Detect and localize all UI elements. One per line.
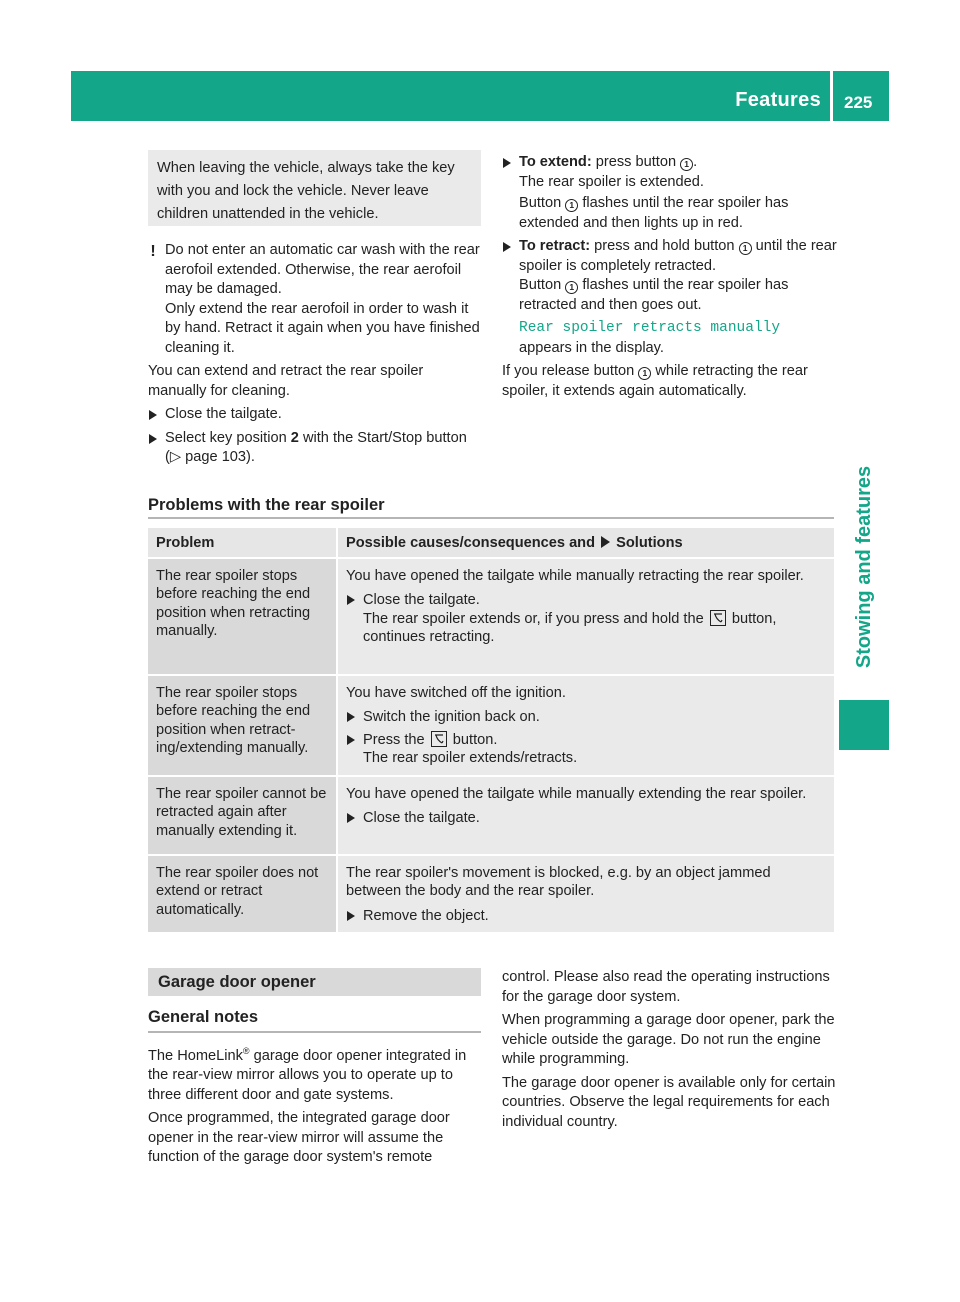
page-ref-icon: ▷ (169, 449, 182, 465)
bullet-arrow-icon (503, 242, 511, 252)
caution-line-2: Only extend the rear aerofoil in order to wash it by hand. Retract it again when you have finished cleaning it. (165, 300, 480, 356)
chapter-marker (839, 700, 889, 750)
table-row (148, 676, 834, 777)
solution-cell: You have switched off the ignition. Switch the ignition back on. Press the button. The rear spoiler extends/retracts. (338, 676, 834, 775)
solution-cell: The rear spoiler's movement is blocked, e.g. by an object jammed between the body and the rear spoiler. Remove the object. (338, 856, 834, 932)
problem-cell: The rear spoiler does not extend or retract automatically. (148, 856, 336, 932)
bullet-arrow-icon (347, 595, 355, 605)
section-rule (148, 517, 834, 519)
table-row (148, 856, 834, 934)
registered-mark: ® (242, 1046, 250, 1056)
step-retract: To retract: press and hold button 1 until the rear spoiler is completely retracted. Button 1 flashes until the rear spoiler has retracted and then goes out. Rear spoiler retracts manually appears in the display. (502, 237, 837, 358)
garage-door-opener-heading: Garage door opener (148, 968, 481, 996)
header-solutions: Possible causes/consequences and Solutions (338, 528, 834, 557)
problems-table (148, 528, 834, 934)
caution-note (148, 241, 481, 358)
right-column (502, 153, 837, 405)
warning-box (148, 150, 481, 226)
garage-left-text: The HomeLink® garage door opener integrated in the rear-view mirror allows you to operate up to three different door and gate systems. Once programmed, the integrated garage door opener in the rear-view mirror will assume the function of the garage door system's remote (148, 1046, 467, 1166)
solutions-arrow-icon (601, 536, 610, 548)
button-1-icon: 1 (565, 281, 578, 294)
button-1-icon: 1 (680, 158, 693, 171)
section-title: Features (735, 89, 821, 111)
problem-cell: The rear spoiler stops before reaching the end position when retracting manually. (148, 559, 336, 674)
problem-cell: The rear spoiler stops before reaching the end position when retract-ing/extending manually. (148, 676, 336, 775)
solution-cell: You have opened the tailgate while manually retracting the rear spoiler. Close the tailgate. The rear spoiler extends or, if you press and hold the button, continues retracting. (338, 559, 834, 674)
bullet-arrow-icon (347, 911, 355, 921)
bullet-arrow-icon (347, 735, 355, 745)
chapter-tab (839, 442, 889, 692)
table-header (148, 528, 834, 559)
button-1-icon: 1 (739, 242, 752, 255)
caution-icon: ! (150, 243, 156, 260)
left-column (148, 241, 481, 472)
table-row (148, 777, 834, 856)
intro-text: You can extend and retract the rear spoiler manually for cleaning. (148, 363, 424, 399)
button-1-icon: 1 (638, 367, 651, 380)
spoiler-button-icon (431, 731, 447, 747)
release-note: If you release button 1 while retracting the rear spoiler, it extends again automatically. (502, 363, 808, 399)
solution-cell: You have opened the tailgate while manually extending the rear spoiler. Close the tailgate. (338, 777, 834, 854)
bullet-arrow-icon (149, 410, 157, 420)
display-message: Rear spoiler retracts manually (519, 320, 781, 336)
table-row (148, 559, 834, 676)
chapter-tab-label: Stowing and features (853, 465, 875, 669)
page-ref-link[interactable]: page 103). (185, 449, 255, 465)
button-1-icon: 1 (565, 199, 578, 212)
step-extend: To extend: press button 1 . The rear spoiler is extended. Button 1 flashes until the rear spoiler has extended and then lights up in red. (502, 153, 837, 233)
problem-cell: The rear spoiler cannot be retracted again after manually extending it. (148, 777, 336, 854)
spoiler-button-icon (710, 610, 726, 626)
header-problem: Problem (148, 528, 336, 557)
step-close-tailgate: Close the tailgate. (148, 405, 481, 425)
general-notes-rule (148, 1031, 481, 1033)
general-notes-title: General notes (148, 1008, 259, 1026)
garage-right-text: control. Please also read the operating instructions for the garage door system. When programming a garage door opener, park the vehicle outside the garage. Do not run the engine while programming. The garage door opener is available only for certain countries. Observe the legal requirements for each individual country. (502, 969, 836, 1130)
bullet-arrow-icon (347, 813, 355, 823)
warning-text: When leaving the vehicle, always take the key with you and lock the vehicle. Never leave children unattended in the vehicle. (157, 160, 455, 222)
problems-title: Problems with the rear spoiler (148, 496, 385, 514)
bullet-arrow-icon (503, 158, 511, 168)
step-select-key-position: Select key position 2 with the Start/Stop button (▷ page 103). (148, 429, 481, 468)
bullet-arrow-icon (149, 434, 157, 444)
caution-line-1: Do not enter an automatic car wash with the rear aerofoil extended. Otherwise, the rear aerofoil may be damaged. (165, 242, 480, 297)
page-number: 225 (844, 93, 873, 112)
bullet-arrow-icon (347, 712, 355, 722)
page-header (71, 71, 889, 121)
header-divider (830, 71, 833, 121)
